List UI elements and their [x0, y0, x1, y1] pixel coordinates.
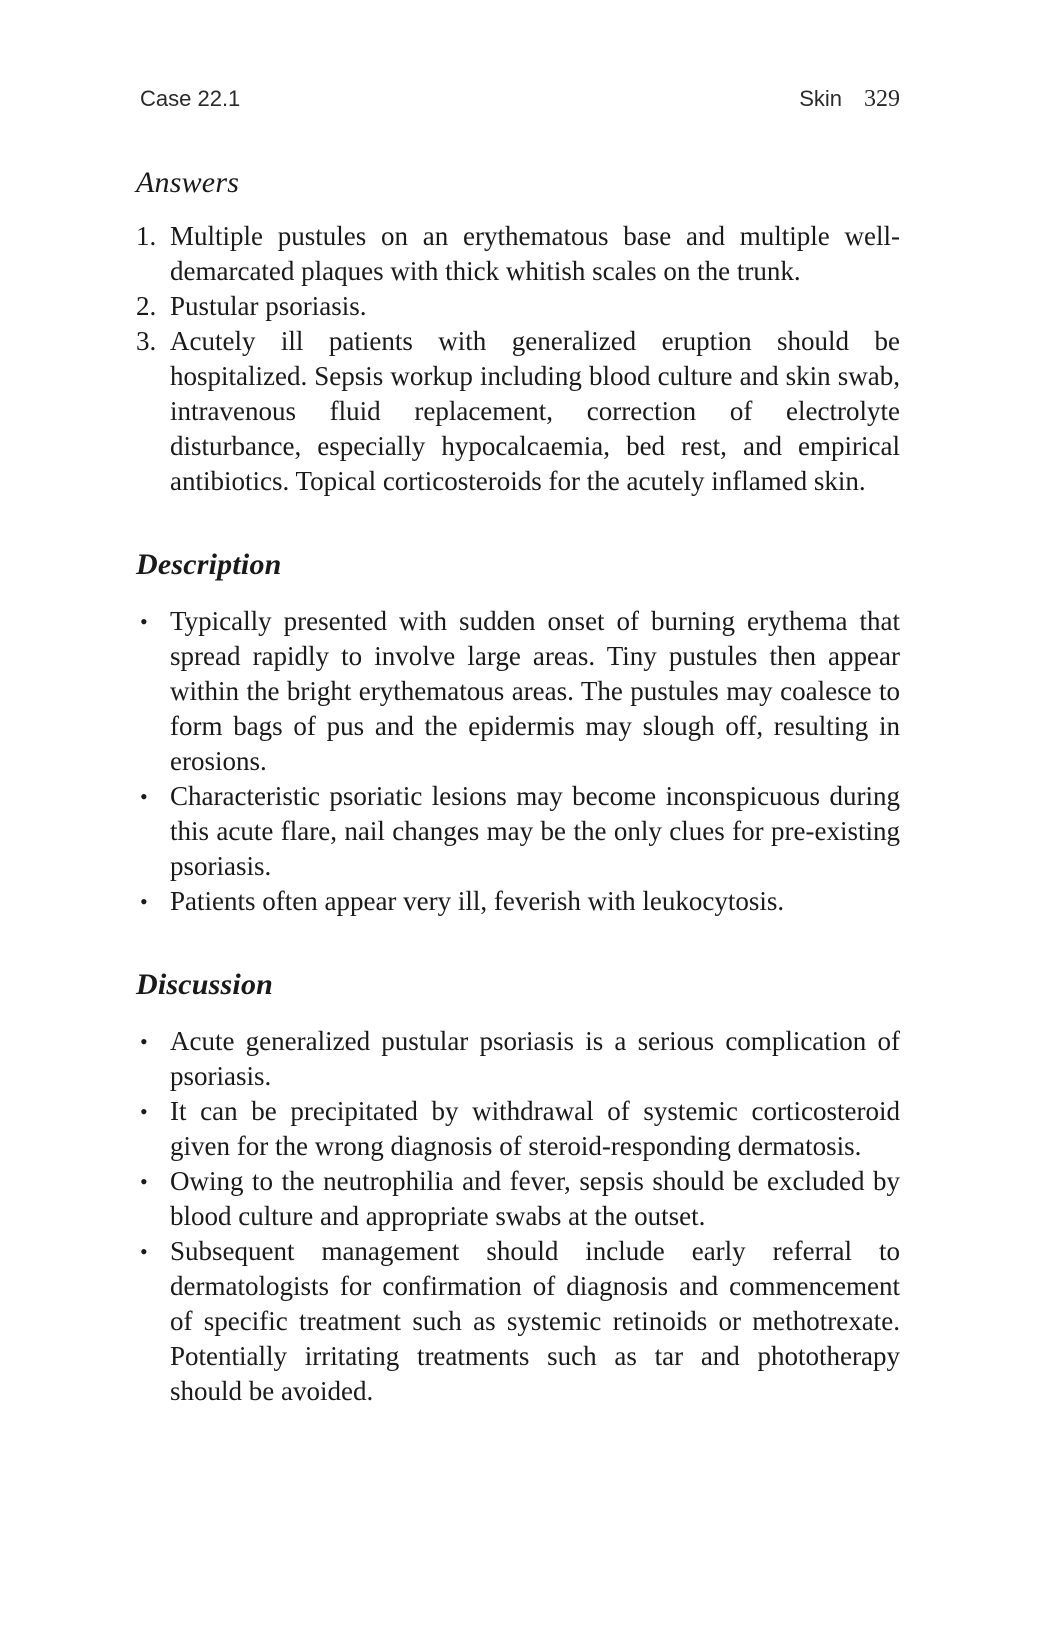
list-item-text: Patients often appear very ill, feverish with leukocytosis.	[170, 886, 785, 916]
list-item-text: It can be precipitated by withdrawal of systemic corticosteroid given for the wrong diagnosis of steroid-responding dermatosis.	[170, 1096, 900, 1161]
list-item	[136, 779, 900, 884]
list-marker: 1.	[136, 221, 157, 251]
case-label: Case 22.1	[140, 86, 241, 111]
list-item-text: Acute generalized pustular psoriasis is a serious complication of psoriasis.	[170, 1026, 900, 1091]
bullet-marker: •	[140, 609, 148, 634]
list-item-text: Subsequent management should include early referral to dermatologists for confirmation of diagnosis and commencement of specific treatment such as systemic retinoids or methotrexate. Potentially irritating treatments such as tar and phototherapy should be avoided.	[170, 1236, 900, 1406]
list-marker: 3.	[136, 326, 157, 356]
bullet-marker: •	[140, 1029, 148, 1054]
running-head	[140, 86, 900, 118]
list-item	[136, 1024, 900, 1094]
list-item	[136, 324, 900, 499]
description-list	[136, 604, 900, 919]
bullet-marker: •	[140, 1169, 148, 1194]
bullet-marker: •	[140, 1099, 148, 1124]
list-item-text: Acutely ill patients with generalized eruption should be hospitalized. Sepsis workup including blood culture and skin swab, intravenous fluid replacement, correction of electrolyte disturbance, especially hypocalcaemia, bed rest, and empirical antibiotics. Topical corticosteroids for the acutely inflamed skin.	[170, 326, 900, 496]
answers-heading: Answers	[136, 166, 240, 199]
list-item-text: Multiple pustules on an erythematous base and multiple well-demarcated plaques with thick whitish scales on the trunk.	[170, 221, 900, 286]
list-item-text: Owing to the neutrophilia and fever, sepsis should be excluded by blood culture and appropriate swabs at the outset.	[170, 1166, 900, 1231]
list-item	[136, 1164, 900, 1234]
list-item	[136, 884, 900, 919]
bullet-marker: •	[140, 1239, 148, 1264]
running-head-right	[799, 86, 900, 113]
page-number: 329	[864, 86, 900, 112]
list-item-text: Characteristic psoriatic lesions may become inconspicuous during this acute flare, nail changes may be the only clues for pre-existing psoriasis.	[170, 781, 900, 881]
list-item	[136, 289, 900, 324]
list-item-text: Typically presented with sudden onset of burning erythema that spread rapidly to involve large areas. Tiny pustules then appear within the bright erythematous areas. The pustules may coalesce to form bags of pus and the epidermis may slough off, resulting in erosions.	[170, 606, 900, 776]
chapter-label: Skin	[799, 86, 842, 111]
list-item	[136, 1094, 900, 1164]
bullet-marker: •	[140, 889, 148, 914]
list-item	[136, 219, 900, 289]
list-item	[136, 1234, 900, 1409]
list-item	[136, 604, 900, 779]
bullet-marker: •	[140, 784, 148, 809]
list-marker: 2.	[136, 291, 157, 321]
answers-list	[136, 219, 900, 499]
description-heading: Description	[136, 548, 282, 581]
discussion-heading: Discussion	[136, 968, 274, 1001]
list-item-text: Pustular psoriasis.	[170, 291, 367, 321]
discussion-list	[136, 1024, 900, 1409]
